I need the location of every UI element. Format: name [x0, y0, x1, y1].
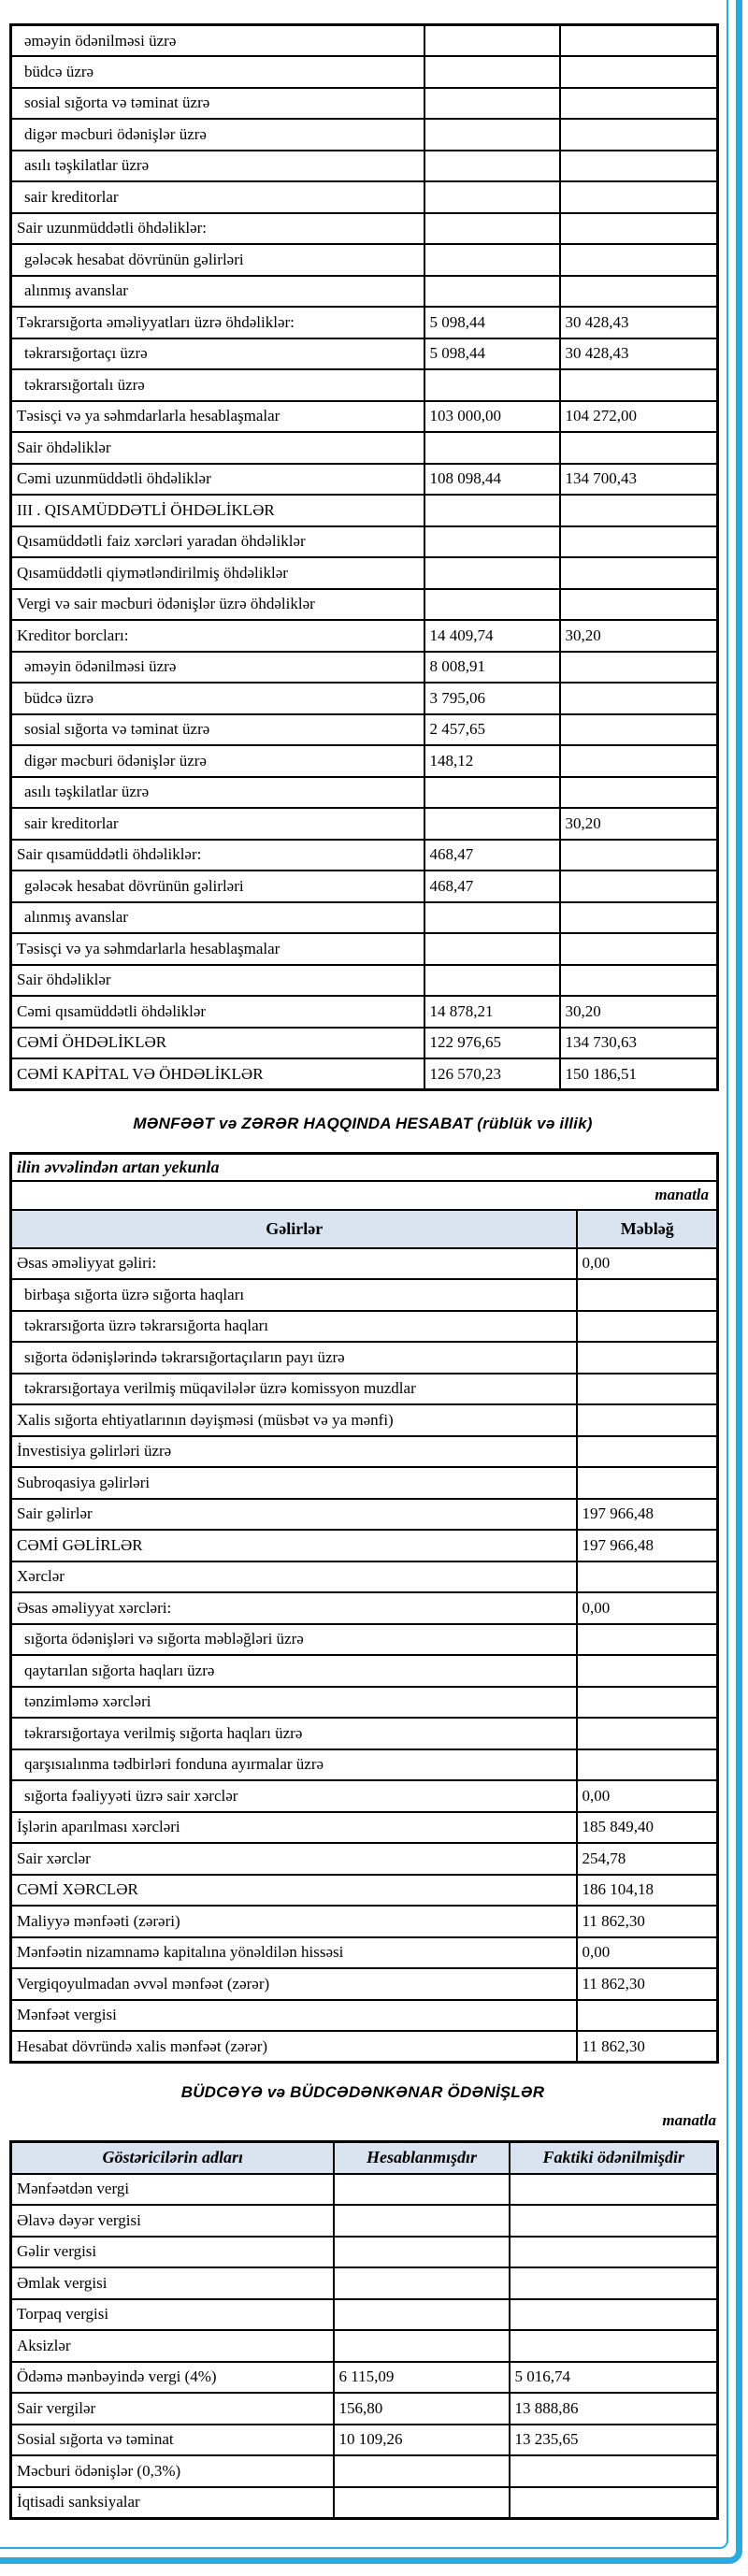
table-row — [11, 1404, 718, 1436]
table-row — [11, 2362, 718, 2394]
row-value-2 — [560, 745, 718, 777]
row-label: gələcək hesabat dövrünün gəlirləri — [11, 871, 424, 902]
row-value-1: 11 862,30 — [577, 1968, 718, 2000]
row-value-2 — [560, 683, 718, 714]
row-value-2 — [560, 871, 718, 902]
table-row — [11, 151, 718, 182]
row-value-2: 30,20 — [560, 620, 718, 652]
row-label: Əsas əməliyyat xərcləri: — [11, 1592, 577, 1624]
table-row — [11, 338, 718, 370]
table-row — [11, 620, 718, 652]
row-value-1: 156,80 — [334, 2393, 510, 2425]
row-label: Qısamüddətli faiz xərcləri yaradan öhdəliklər — [11, 526, 424, 558]
table-row — [11, 401, 718, 433]
row-value-2 — [560, 432, 718, 464]
row-label: qaytarılan sığorta haqları üzrə — [11, 1655, 577, 1687]
row-label: sosial sığorta və təminat üzrə — [11, 714, 424, 746]
row-value-1 — [577, 1687, 718, 1719]
row-value-1: 14 878,21 — [424, 996, 560, 1028]
table-row — [11, 745, 718, 777]
row-label: Qısamüddətli qiymətləndirilmiş öhdəliklər — [11, 557, 424, 589]
row-label: Ödəmə mənbəyində vergi (4%) — [11, 2362, 334, 2394]
row-label: Mənfəətin nizamnamə kapitalına yönəldilən hissəsi — [11, 1937, 577, 1969]
row-label: CƏMİ ÖHDƏLİKLƏR — [11, 1028, 424, 1059]
row-value-1 — [334, 2455, 510, 2487]
row-value-2: 30,20 — [560, 996, 718, 1028]
row-value-2 — [510, 2487, 718, 2519]
profit-loss-title: MƏNFƏƏT və ZƏRƏR HAQQINDA HESABAT (rüblük və illik) — [133, 1115, 593, 1132]
row-value-2 — [560, 714, 718, 746]
table-row — [11, 652, 718, 684]
row-value-1: 185 849,40 — [577, 1812, 718, 1844]
table-row — [11, 808, 718, 840]
table-row — [11, 933, 718, 965]
table-row — [11, 1467, 718, 1499]
table-row — [11, 1248, 718, 1280]
row-value-1 — [424, 25, 560, 57]
row-label: Sair öhdəliklər — [11, 965, 424, 997]
row-value-1: 8 008,91 — [424, 652, 560, 684]
table-row — [11, 557, 718, 589]
row-value-2 — [560, 119, 718, 151]
note-cell: ilin əvvəlindən artan yekunla — [11, 1154, 718, 1181]
row-value-1 — [577, 1749, 718, 1781]
row-label: təkrarsığortalı üzrə — [11, 369, 424, 401]
row-label: CƏMİ XƏRCLƏR — [11, 1875, 577, 1907]
row-value-1 — [424, 244, 560, 276]
column-header-indicator: Göstəricilərin adları — [11, 2142, 334, 2174]
row-value-1: 126 570,23 — [424, 1058, 560, 1090]
row-value-1: 11 862,30 — [577, 2031, 718, 2063]
row-value-2: 134 700,43 — [560, 464, 718, 496]
row-value-1 — [577, 2000, 718, 2032]
table-row — [11, 276, 718, 308]
row-value-1 — [424, 56, 560, 88]
row-value-2: 30,20 — [560, 808, 718, 840]
table-row — [11, 965, 718, 997]
row-value-2 — [560, 151, 718, 182]
row-value-1: 197 966,48 — [577, 1530, 718, 1561]
table-row — [11, 432, 718, 464]
table-row — [11, 1311, 718, 1343]
table-row — [11, 369, 718, 401]
row-value-2 — [560, 276, 718, 308]
table-row — [11, 526, 718, 558]
row-value-1: 468,47 — [424, 840, 560, 871]
budget-payments-table — [9, 2140, 719, 2520]
table-row — [11, 56, 718, 88]
unit-row — [11, 1181, 718, 1210]
table-row — [11, 2000, 718, 2032]
row-value-2 — [560, 557, 718, 589]
row-label: Cəmi uzunmüddətli öhdəliklər — [11, 464, 424, 496]
row-label: Məcburi ödənişlər (0,3%) — [11, 2455, 334, 2487]
row-label: digər məcburi ödənişlər üzrə — [11, 745, 424, 777]
row-value-1: 186 104,18 — [577, 1875, 718, 1907]
row-value-1: 0,00 — [577, 1248, 718, 1280]
row-label: İşlərin aparılması xərcləri — [11, 1812, 577, 1844]
table-row — [11, 1374, 718, 1405]
table-row — [11, 1843, 718, 1875]
row-label: sosial sığorta və təminat üzrə — [11, 88, 424, 120]
row-value-1 — [424, 88, 560, 120]
row-value-1: 2 457,65 — [424, 714, 560, 746]
table-row — [11, 1530, 718, 1561]
row-label: Sair xərclər — [11, 1843, 577, 1875]
row-value-1 — [334, 2174, 510, 2206]
row-label: Mənfəətdən vergi — [11, 2174, 334, 2206]
table-row — [11, 996, 718, 1028]
row-label: əməyin ödənilməsi üzrə — [11, 652, 424, 684]
row-value-2 — [560, 56, 718, 88]
row-label: Cəmi qısamüddətli öhdəliklər — [11, 996, 424, 1028]
row-value-1: 122 976,65 — [424, 1028, 560, 1059]
row-label: sığorta ödənişlərində təkrarsığortaçıların payı üzrə — [11, 1342, 577, 1374]
row-value-1: 14 409,74 — [424, 620, 560, 652]
row-label: Təsisçi və ya səhmdarlarla hesablaşmalar — [11, 933, 424, 965]
row-value-2: 150 186,51 — [560, 1058, 718, 1090]
row-value-1 — [577, 1436, 718, 1468]
table-row — [11, 88, 718, 120]
budget-payments-unit: manatla — [662, 2111, 716, 2129]
row-value-1: 468,47 — [424, 871, 560, 902]
row-label: alınmış avanslar — [11, 902, 424, 934]
table-row — [11, 1812, 718, 1844]
row-label: Xərclər — [11, 1561, 577, 1593]
row-label: Təsisçi və ya səhmdarlarla hesablaşmalar — [11, 401, 424, 433]
row-value-1 — [424, 432, 560, 464]
row-value-1 — [424, 589, 560, 621]
note-row — [11, 1154, 718, 1181]
row-label: sığorta ödənişləri və sığorta məbləğləri üzrə — [11, 1624, 577, 1656]
table-row — [11, 1624, 718, 1656]
row-value-1 — [424, 965, 560, 997]
table-header-row — [11, 2142, 718, 2174]
row-value-2 — [510, 2455, 718, 2487]
row-value-2 — [510, 2299, 718, 2331]
row-label: əməyin ödənilməsi üzrə — [11, 25, 424, 57]
row-value-1 — [424, 369, 560, 401]
table-row — [11, 2487, 718, 2519]
row-label: Təkrarsığorta əməliyyatları üzrə öhdəliklər: — [11, 307, 424, 338]
row-value-1 — [424, 495, 560, 526]
row-label: Subroqasiya gəlirləri — [11, 1467, 577, 1499]
row-value-2 — [560, 965, 718, 997]
row-value-1: 11 862,30 — [577, 1906, 718, 1937]
table-row — [11, 181, 718, 213]
table-row — [11, 1875, 718, 1907]
row-value-1 — [334, 2487, 510, 2519]
table-row — [11, 840, 718, 871]
row-value-1 — [424, 276, 560, 308]
table-row — [11, 902, 718, 934]
row-value-1 — [424, 119, 560, 151]
row-value-2: 13 235,65 — [510, 2425, 718, 2456]
row-label: Aksizlər — [11, 2330, 334, 2362]
row-value-2 — [510, 2205, 718, 2237]
row-label: Sair öhdəliklər — [11, 432, 424, 464]
row-value-1 — [577, 1718, 718, 1749]
table-row — [11, 1687, 718, 1719]
row-label: təkrarsığortaya verilmiş sığorta haqları üzrə — [11, 1718, 577, 1749]
column-header-accrued: Hesablanmışdır — [334, 2142, 510, 2174]
row-label: Mənfəət vergisi — [11, 2000, 577, 2032]
row-value-1 — [577, 1561, 718, 1593]
table-row — [11, 1749, 718, 1781]
row-value-2 — [560, 369, 718, 401]
row-value-1 — [334, 2237, 510, 2268]
row-label: təkrarsığortaya verilmiş müqavilələr üzrə komissyon muzdlar — [11, 1374, 577, 1405]
row-label: Əmlak vergisi — [11, 2267, 334, 2299]
table-row — [11, 495, 718, 526]
row-label: CƏMİ GƏLİRLƏR — [11, 1530, 577, 1561]
row-value-1: 103 000,00 — [424, 401, 560, 433]
row-label: Sair vergilər — [11, 2393, 334, 2425]
row-label: təkrarsığorta üzrə təkrarsığorta haqları — [11, 1311, 577, 1343]
row-value-1: 3 795,06 — [424, 683, 560, 714]
row-value-1: 6 115,09 — [334, 2362, 510, 2394]
row-label: Sair gəlirlər — [11, 1499, 577, 1531]
row-value-2 — [510, 2267, 718, 2299]
row-label: Vergiqoyulmadan əvvəl mənfəət (zərər) — [11, 1968, 577, 2000]
row-label: büdcə üzrə — [11, 683, 424, 714]
row-label: Əlavə dəyər vergisi — [11, 2205, 334, 2237]
table-row — [11, 871, 718, 902]
row-value-1 — [577, 1279, 718, 1311]
row-value-1 — [424, 213, 560, 245]
table-row — [11, 1906, 718, 1937]
row-value-2 — [560, 777, 718, 809]
row-value-2 — [560, 213, 718, 245]
row-value-2: 30 428,43 — [560, 338, 718, 370]
row-label: CƏMİ KAPİTAL VƏ ÖHDƏLİKLƏR — [11, 1058, 424, 1090]
table-row — [11, 464, 718, 496]
row-value-2 — [560, 25, 718, 57]
row-label: sair kreditorlar — [11, 181, 424, 213]
row-value-1: 197 966,48 — [577, 1499, 718, 1531]
row-label: Hesabat dövründə xalis mənfəət (zərər) — [11, 2031, 577, 2063]
table-row — [11, 1499, 718, 1531]
unit-cell: manatla — [11, 1181, 718, 1210]
row-value-1: 5 098,44 — [424, 338, 560, 370]
table-row — [11, 589, 718, 621]
table-row — [11, 714, 718, 746]
row-value-1 — [424, 526, 560, 558]
table-row — [11, 119, 718, 151]
table-row — [11, 683, 718, 714]
table-row — [11, 1436, 718, 1468]
table-row — [11, 1279, 718, 1311]
balance-liabilities-table — [9, 23, 719, 1091]
row-value-1 — [577, 1624, 718, 1656]
row-value-2 — [560, 244, 718, 276]
row-value-1 — [577, 1311, 718, 1343]
row-value-2 — [510, 2174, 718, 2206]
table-row — [11, 2299, 718, 2331]
row-label: Gəlir vergisi — [11, 2237, 334, 2268]
row-value-2 — [510, 2237, 718, 2268]
row-value-2: 30 428,43 — [560, 307, 718, 338]
row-value-2 — [560, 181, 718, 213]
row-value-1 — [334, 2205, 510, 2237]
row-value-1: 0,00 — [577, 1592, 718, 1624]
row-value-1 — [577, 1374, 718, 1405]
row-value-2 — [560, 526, 718, 558]
row-label: Xalis sığorta ehtiyatlarının dəyişməsi (müsbət və ya mənfi) — [11, 1404, 577, 1436]
table-row — [11, 2205, 718, 2237]
row-label: Sair qısamüddətli öhdəliklər: — [11, 840, 424, 871]
row-label: Vergi və sair məcburi ödənişlər üzrə öhdəliklər — [11, 589, 424, 621]
row-value-1: 148,12 — [424, 745, 560, 777]
row-value-2 — [560, 495, 718, 526]
table-row — [11, 1561, 718, 1593]
column-header-paid: Faktiki ödənilmişdir — [510, 2142, 718, 2174]
table-header-row — [11, 1210, 718, 1248]
table-row — [11, 1655, 718, 1687]
row-label: Maliyyə mənfəəti (zərəri) — [11, 1906, 577, 1937]
table-row — [11, 1592, 718, 1624]
row-value-1 — [577, 1342, 718, 1374]
table-row — [11, 213, 718, 245]
table-row — [11, 2174, 718, 2206]
row-value-2: 13 888,86 — [510, 2393, 718, 2425]
row-value-1 — [577, 1655, 718, 1687]
table-row — [11, 2267, 718, 2299]
row-value-1 — [424, 808, 560, 840]
table-row — [11, 1968, 718, 2000]
row-label: qarşısıalınma tədbirləri fonduna ayırmalar üzrə — [11, 1749, 577, 1781]
table-row — [11, 1058, 718, 1090]
row-value-1 — [424, 557, 560, 589]
row-label: Sosial sığorta və təminat — [11, 2425, 334, 2456]
row-value-2 — [560, 589, 718, 621]
row-label: digər məcburi ödənişlər üzrə — [11, 119, 424, 151]
budget-payments-title: BÜDCƏYƏ və BÜDCƏDƏNKƏNAR ÖDƏNİŞLƏR — [180, 2083, 545, 2101]
table-row — [11, 1937, 718, 1969]
row-value-2 — [560, 840, 718, 871]
column-header-amount: Məbləğ — [577, 1210, 718, 1248]
row-label: birbaşa sığorta üzrə sığorta haqları — [11, 1279, 577, 1311]
row-label: sığorta fəaliyyəti üzrə sair xərclər — [11, 1780, 577, 1812]
table-row — [11, 25, 718, 57]
row-value-2: 104 272,00 — [560, 401, 718, 433]
table-row — [11, 1028, 718, 1059]
table-row — [11, 2455, 718, 2487]
row-label: Torpaq vergisi — [11, 2299, 334, 2331]
row-value-1: 108 098,44 — [424, 464, 560, 496]
table-row — [11, 307, 718, 338]
row-value-2 — [560, 933, 718, 965]
table-row — [11, 2393, 718, 2425]
row-value-1 — [424, 933, 560, 965]
row-value-2: 5 016,74 — [510, 2362, 718, 2394]
table-row — [11, 2330, 718, 2362]
table-row — [11, 777, 718, 809]
row-label: asılı təşkilatlar üzrə — [11, 151, 424, 182]
row-value-1: 0,00 — [577, 1780, 718, 1812]
row-value-1 — [334, 2267, 510, 2299]
column-header-incomes: Gəlirlər — [11, 1210, 577, 1248]
row-value-2 — [510, 2330, 718, 2362]
row-label: sair kreditorlar — [11, 808, 424, 840]
table-row — [11, 2425, 718, 2456]
row-label: gələcək hesabat dövrünün gəlirləri — [11, 244, 424, 276]
row-value-2 — [560, 88, 718, 120]
row-label: tənzimləmə xərcləri — [11, 1687, 577, 1719]
row-value-2 — [560, 902, 718, 934]
table-row — [11, 1780, 718, 1812]
row-value-1 — [424, 181, 560, 213]
row-label: büdcə üzrə — [11, 56, 424, 88]
row-value-1: 0,00 — [577, 1937, 718, 1969]
row-value-1 — [424, 777, 560, 809]
row-label: Sair uzunmüddətli öhdəliklər: — [11, 213, 424, 245]
row-label: İqtisadi sanksiyalar — [11, 2487, 334, 2519]
row-label: alınmış avanslar — [11, 276, 424, 308]
row-label: asılı təşkilatlar üzrə — [11, 777, 424, 809]
table-row — [11, 1342, 718, 1374]
row-value-1 — [424, 902, 560, 934]
row-value-1 — [424, 151, 560, 182]
row-value-1: 10 109,26 — [334, 2425, 510, 2456]
table-row — [11, 2031, 718, 2063]
row-label: III . QISAMÜDDƏTLİ ÖHDƏLİKLƏR — [11, 495, 424, 526]
row-value-1: 254,78 — [577, 1843, 718, 1875]
table-row — [11, 2237, 718, 2268]
row-label: Kreditor borcları: — [11, 620, 424, 652]
row-value-2 — [560, 652, 718, 684]
row-value-1 — [577, 1404, 718, 1436]
table-row — [11, 244, 718, 276]
row-label: İnvestisiya gəlirləri üzrə — [11, 1436, 577, 1468]
row-value-1 — [334, 2299, 510, 2331]
row-label: təkrarsığortaçı üzrə — [11, 338, 424, 370]
table-row — [11, 1718, 718, 1749]
row-value-1 — [334, 2330, 510, 2362]
row-value-1 — [577, 1467, 718, 1499]
profit-loss-table — [9, 1152, 719, 2064]
row-value-2: 134 730,63 — [560, 1028, 718, 1059]
row-value-1: 5 098,44 — [424, 307, 560, 338]
row-label: Əsas əməliyyat gəliri: — [11, 1248, 577, 1280]
